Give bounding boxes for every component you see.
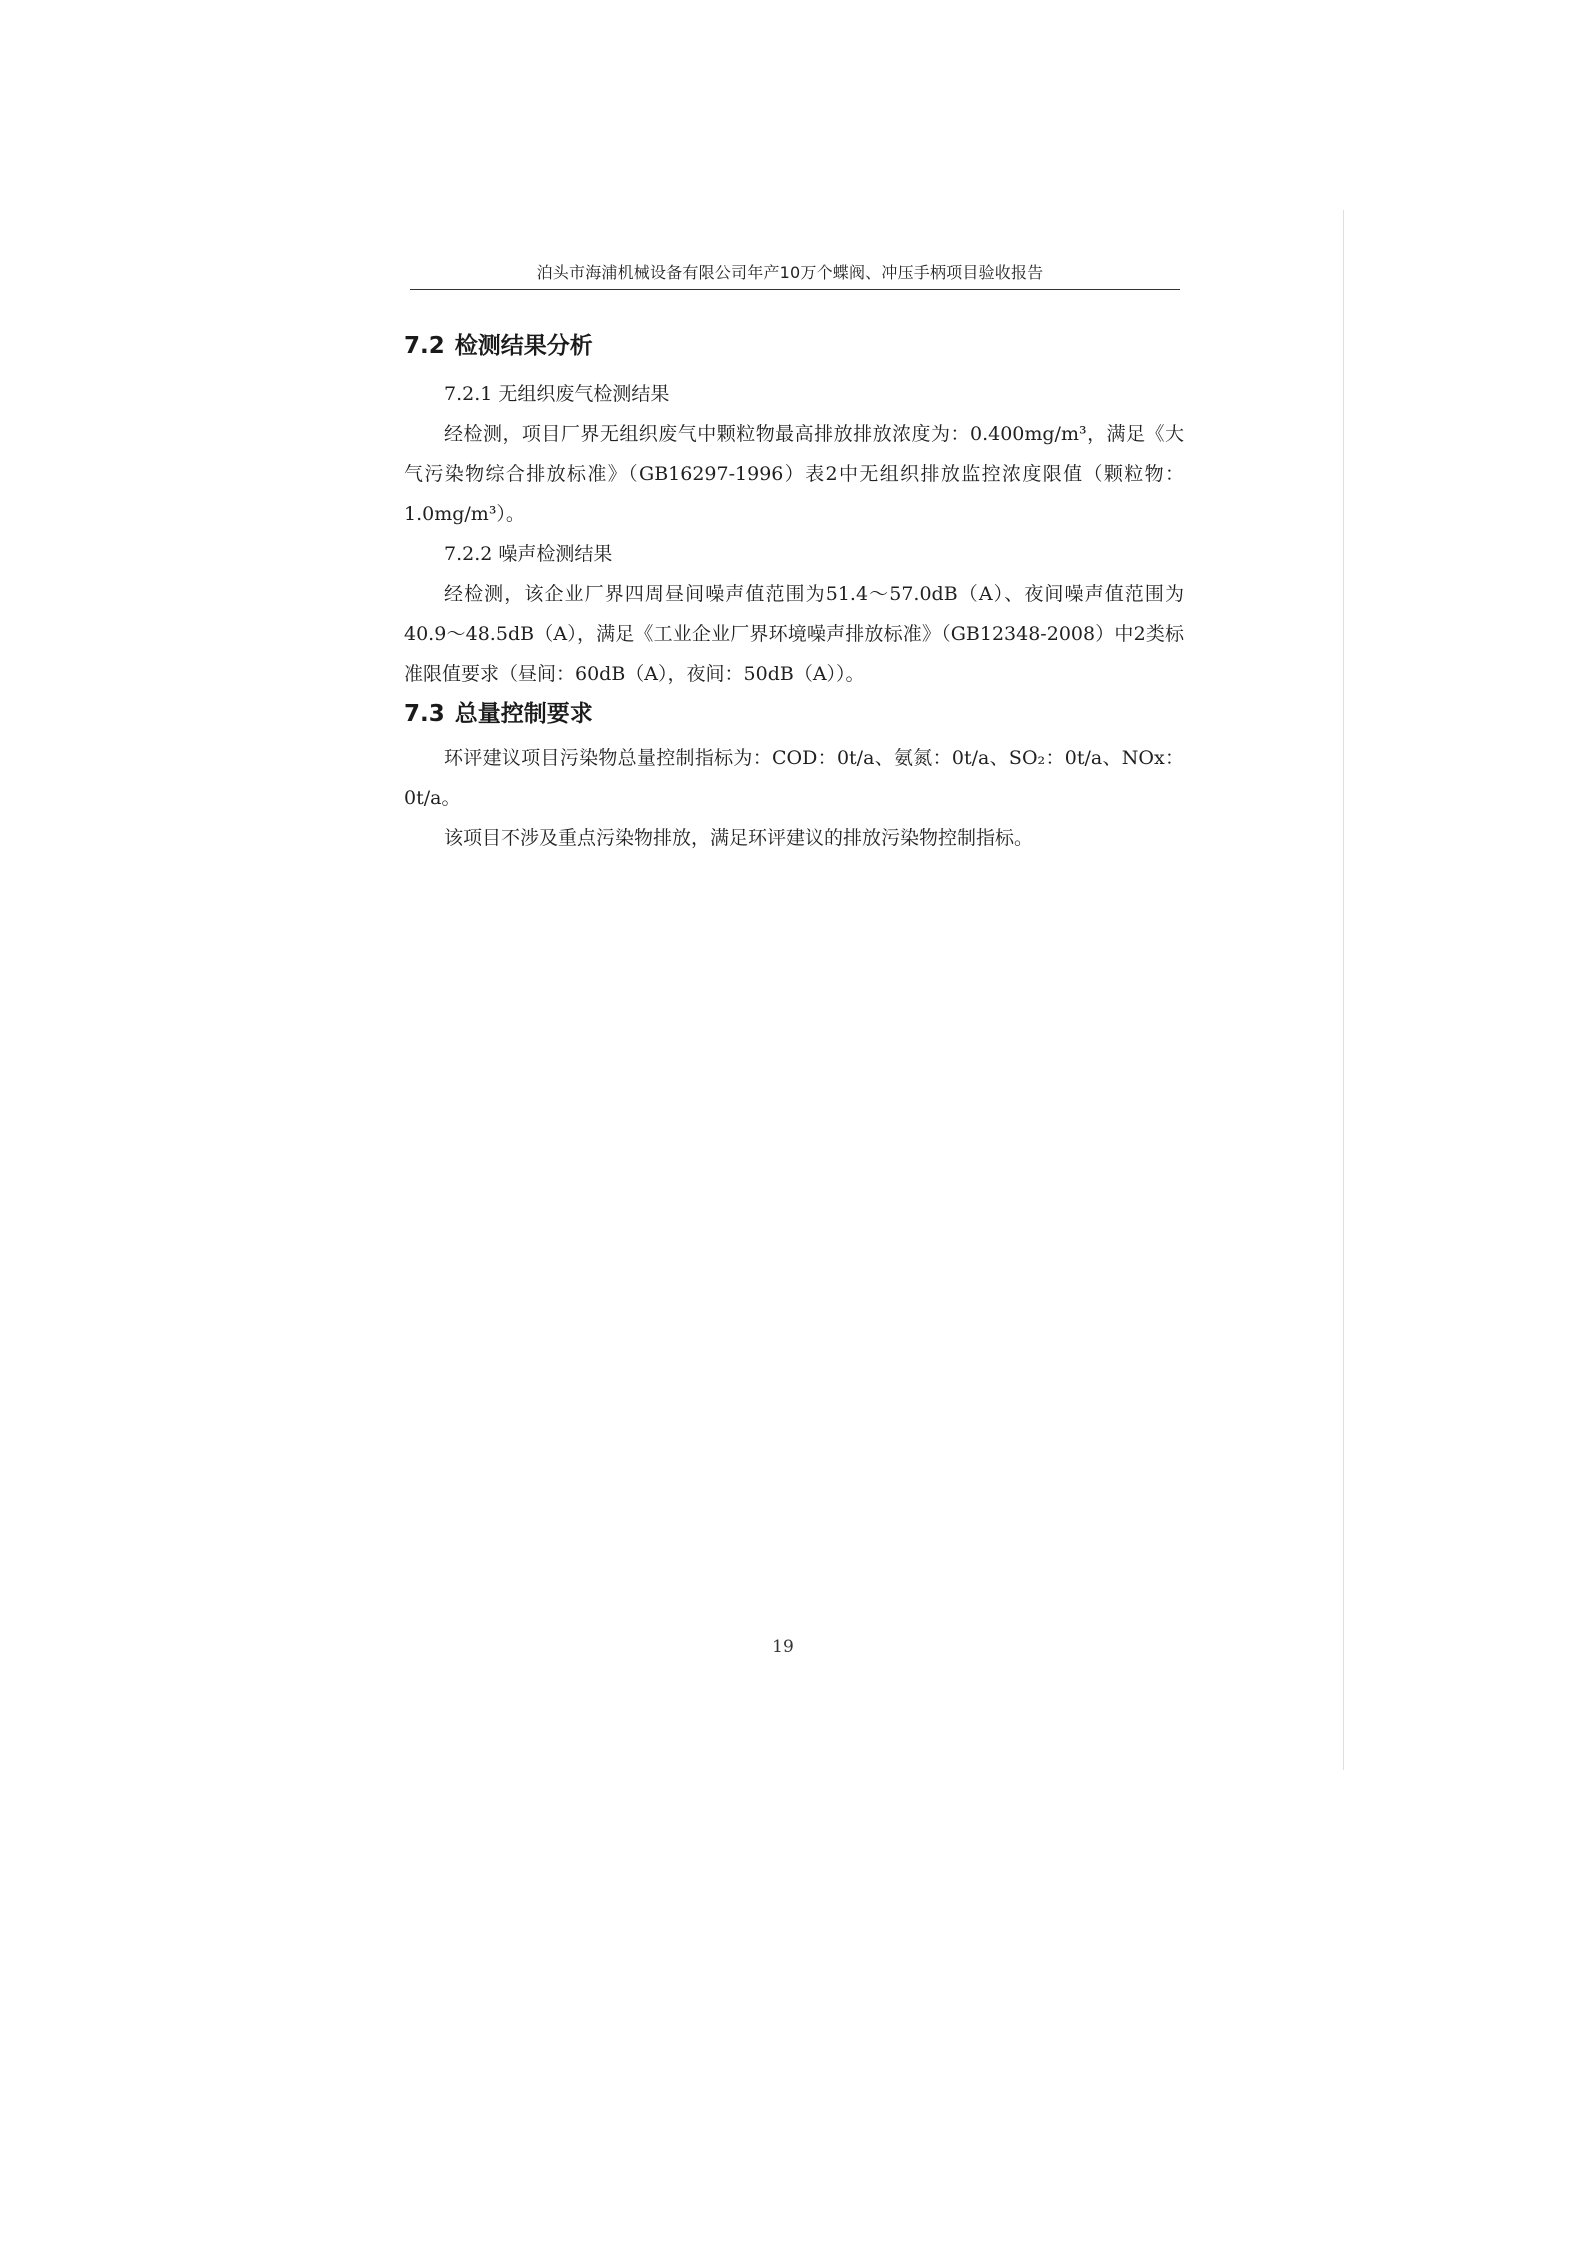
subsection-heading-7-2-1: 7.2.1 无组织废气检测结果 <box>444 383 670 405</box>
running-header: 泊头市海浦机械设备有限公司年产10万个蝶阀、冲压手柄项目验收报告 <box>536 263 1044 282</box>
paragraph-fugitive-emission-result: 经检测，项目厂界无组织废气中颗粒物最高排放排放浓度为：0.400mg/m³，满足《大气污染物综合排放标准》（GB16297-1996）表2中无组织排放监控浓度限值（颗粒物：1.0mg/m³）。 <box>404 423 1184 525</box>
section-title: 检测结果分析 <box>454 333 593 359</box>
subsection-heading-7-2-2: 7.2.2 噪声检测结果 <box>444 543 613 565</box>
page-content <box>404 328 1184 858</box>
section-heading-7-2 <box>404 328 1184 364</box>
header-rule <box>410 289 1180 290</box>
section-title: 总量控制要求 <box>454 701 593 727</box>
paragraph-total-control-indicators: 环评建议项目污染物总量控制指标为：COD：0t/a、氨氮：0t/a、SO₂：0t/a、NOx：0t/a。 <box>404 747 1184 809</box>
paragraph-noise-result: 经检测，该企业厂界四周昼间噪声值范围为51.4～57.0dB（A）、夜间噪声值范围为40.9～48.5dB（A），满足《工业企业厂界环境噪声排放标准》（GB12348-2008）中2类标准限值要求（昼间：60dB（A），夜间：50dB（A））。 <box>404 583 1184 685</box>
scan-edge-line <box>1343 210 1344 1770</box>
section-number: 7.3 <box>404 701 445 727</box>
page-number: 19 <box>772 1637 794 1657</box>
section-heading-7-3 <box>404 696 1184 732</box>
paragraph-key-pollutants-statement: 该项目不涉及重点污染物排放，满足环评建议的排放污染物控制指标。 <box>444 827 1034 849</box>
section-number: 7.2 <box>404 333 445 359</box>
